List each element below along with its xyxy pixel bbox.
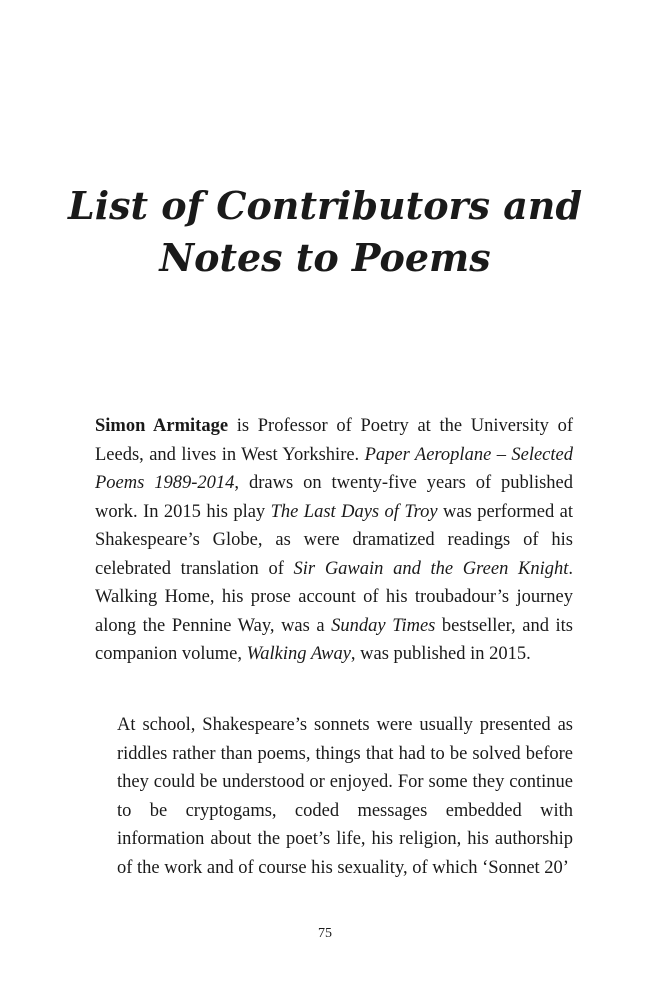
bio-text-3: was performed at Shakespeare’s Globe, as were dramatized readings of his celebrated translation of xyxy=(95,501,574,579)
page-number: 75 xyxy=(318,926,332,941)
play-title: The Last Days of Troy xyxy=(270,501,438,522)
bio-text-5: bestseller, and its companion volume, xyxy=(95,615,573,664)
bio-text-2: , draws on twenty-five years of published work. In 2015 his play xyxy=(95,473,573,522)
newspaper-title: Sunday Times xyxy=(331,615,436,636)
poem-note: At school, Shakespeare’s sonnets were usually presented as riddles rather than poems, things that had to be solved before they could be understood or enjoyed. For some they continue to be cryptogams, coded messages embedded with information about the poet’s life, his religion, his authorship of the work and of course his sexuality, of which ‘Sonnet 20’ xyxy=(117,715,573,878)
bio-text-1: is Professor of Poetry at the University of Leeds, and lives in West Yorkshire. xyxy=(95,416,573,465)
contributor-bio xyxy=(95,412,573,669)
page-title-line-2: Notes to Poems xyxy=(159,235,491,280)
page-title xyxy=(0,180,650,284)
page-title-line-1: List of Contributors and xyxy=(67,183,583,228)
contributor-name: Simon Armitage xyxy=(95,416,229,436)
book-title-paper-aeroplane: Paper Aeroplane – Selected Poems 1989-2014 xyxy=(95,444,573,493)
bio-text-4: . Walking Home, his prose account of his troubadour’s journey along the Pennine Way, was a xyxy=(95,558,574,636)
book-title-walking-away: Walking Away xyxy=(246,644,351,664)
bio-text-6: , was published in 2015. xyxy=(350,644,531,664)
translation-title: Sir Gawain and the Green Knight xyxy=(293,558,569,579)
